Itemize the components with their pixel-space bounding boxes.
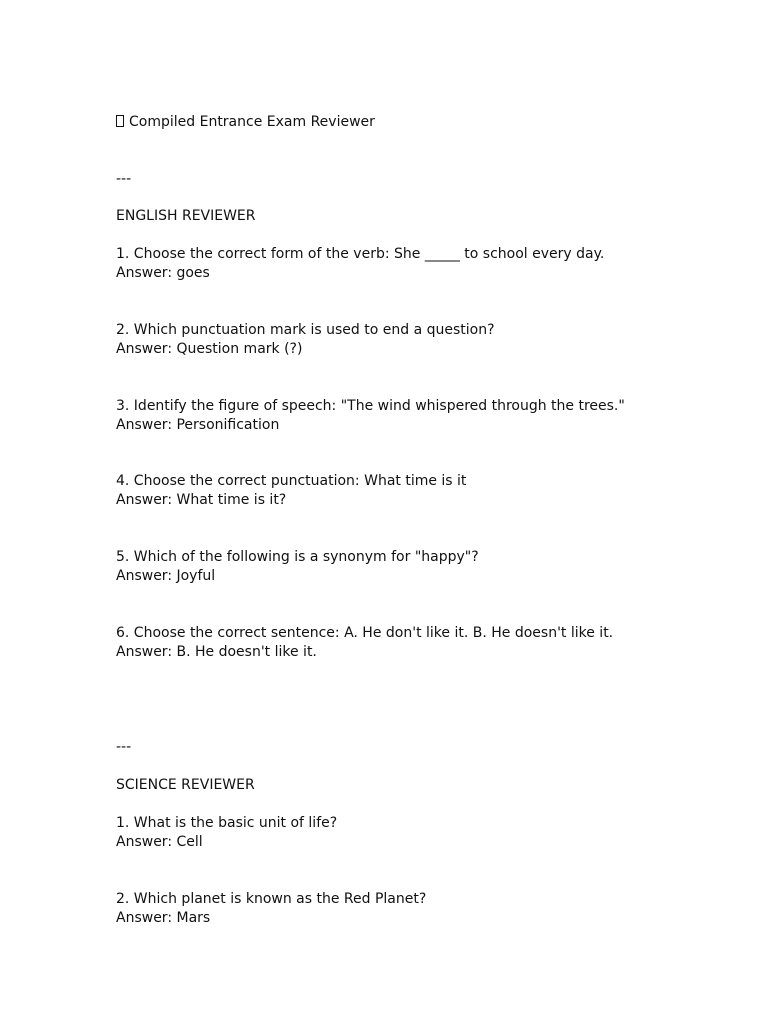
section-heading-science: SCIENCE REVIEWER xyxy=(116,777,255,793)
document-title-text: Compiled Entrance Exam Reviewer xyxy=(129,114,375,130)
document-title xyxy=(116,113,375,132)
question-text: 1. What is the basic unit of life? xyxy=(116,815,338,831)
answer-text: Answer: Mars xyxy=(116,910,211,926)
question-text: 5. Which of the following is a synonym for "happy"? xyxy=(116,549,479,565)
answer-text: Answer: Cell xyxy=(116,834,203,850)
answer-text: Answer: Personification xyxy=(116,417,280,433)
answer-text: Answer: B. He doesn't like it. xyxy=(116,644,317,660)
answer-text: Answer: What time is it? xyxy=(116,492,287,508)
question-text: 2. Which planet is known as the Red Planet? xyxy=(116,891,427,907)
question-text: 2. Which punctuation mark is used to end a question? xyxy=(116,322,495,338)
question-text: 3. Identify the figure of speech: "The wind whispered through the trees." xyxy=(116,398,625,414)
answer-text: Answer: goes xyxy=(116,265,210,281)
missing-glyph-icon xyxy=(116,115,124,127)
section-heading-english: ENGLISH REVIEWER xyxy=(116,208,256,224)
answer-text: Answer: Joyful xyxy=(116,568,216,584)
question-text: 4. Choose the correct punctuation: What time is it xyxy=(116,473,467,489)
separator: --- xyxy=(116,739,132,755)
question-text: 6. Choose the correct sentence: A. He don't like it. B. He doesn't like it. xyxy=(116,625,614,641)
answer-text: Answer: Question mark (?) xyxy=(116,341,303,357)
separator: --- xyxy=(116,171,132,187)
question-text: 1. Choose the correct form of the verb: She _____ to school every day. xyxy=(116,246,605,262)
